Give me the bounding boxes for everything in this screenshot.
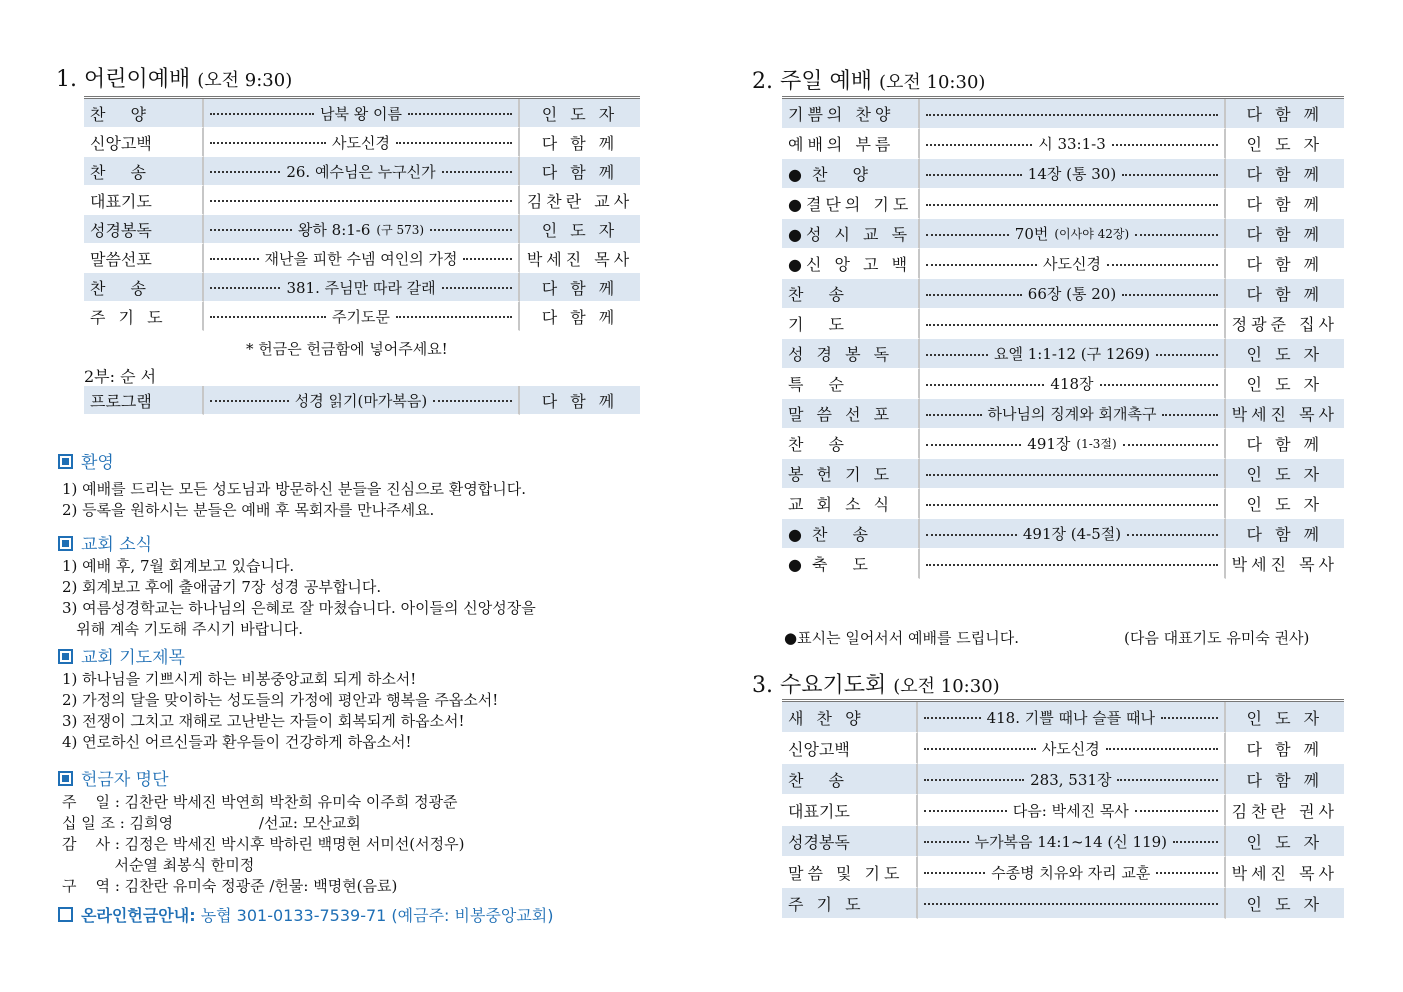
order-leader: 인 도 자 <box>1226 459 1344 489</box>
order-item: 말 씀 선 포 <box>782 399 920 429</box>
order-detail <box>918 888 1226 919</box>
text-line: 1) 예배를 드리는 모든 성도님과 방문하신 분들을 진심으로 환영합니다. <box>62 480 527 498</box>
order-leader: 인 도 자 <box>1226 339 1344 369</box>
order-leader: 다 함 께 <box>1226 219 1344 249</box>
order-row <box>84 99 640 128</box>
section-title-text: 3. 수요기도회 <box>752 673 887 698</box>
order-item: ●성 시 교 독 <box>782 219 920 249</box>
text-line: 서순열 최봉식 한미정 <box>62 856 255 874</box>
order-detail-text: 70번 <box>1014 225 1049 243</box>
order-item: 신앙고백 <box>782 733 918 764</box>
order-row <box>782 159 1344 189</box>
order-detail-text: 누가복음 14:1~14 (신 119) <box>974 832 1168 851</box>
section-time: (오전 10:30) <box>893 676 1000 697</box>
order-leader: 김찬란 권사 <box>1226 795 1344 826</box>
order-item: 교 회 소 식 <box>782 489 920 519</box>
order-detail-text: 418. 기쁠 때나 슬플 때나 <box>986 708 1155 727</box>
offering-note: * 헌금은 헌금함에 넣어주세요! <box>246 340 448 358</box>
order-detail <box>918 795 1226 826</box>
order-leader: 인 도 자 <box>1226 489 1344 519</box>
order-leader: 박세진 목사 <box>1226 399 1344 429</box>
order-row <box>782 399 1344 429</box>
square-bullet-icon <box>58 536 73 551</box>
order-row <box>782 99 1344 129</box>
order-detail <box>920 489 1225 519</box>
welcome-heading: 환영 <box>58 448 114 473</box>
order-item: ●찬 송 <box>782 519 920 549</box>
order-detail <box>918 857 1226 888</box>
order-leader: 다 함 께 <box>1226 249 1344 279</box>
order-row <box>782 459 1344 489</box>
order-row <box>84 302 640 331</box>
order-detail <box>920 99 1225 129</box>
order-leader: 인 도 자 <box>1226 129 1344 159</box>
order-leader: 다 함 께 <box>520 157 640 186</box>
order-leader: 인 도 자 <box>1226 702 1344 733</box>
order-row <box>782 857 1344 888</box>
sunday-worship-title <box>752 64 985 95</box>
order-item: 말씀 및 기도 <box>782 857 918 888</box>
order-row <box>782 369 1344 399</box>
order-detail <box>204 244 520 273</box>
order-item: 대표기도 <box>84 186 204 215</box>
order-detail-text: 26. 예수님은 누구신가 <box>286 162 436 181</box>
order-detail <box>920 369 1225 399</box>
order-detail: 성경 읽기(마가복음) <box>204 386 520 415</box>
order-item: 말씀선포 <box>84 244 204 273</box>
text-line: 2) 등록을 원하시는 분들은 예배 후 목회자를 만나주세요. <box>62 501 435 519</box>
order-item: 신앙고백 <box>84 128 204 157</box>
order-detail <box>920 339 1225 369</box>
order-row <box>782 702 1344 733</box>
order-detail <box>920 189 1225 219</box>
text-line: 십 일 조 : 김희영 /선교: 모산교회 <box>62 814 361 832</box>
section-time: (오전 9:30) <box>197 70 293 91</box>
order-detail <box>918 733 1226 764</box>
order-detail-text: 381. 주님만 따라 갈래 <box>286 278 436 297</box>
stand-note: ●표시는 일어서서 예배를 드립니다. <box>784 629 1020 647</box>
order-row <box>782 279 1344 309</box>
square-bullet-icon <box>58 771 73 786</box>
square-bullet-icon <box>58 907 73 922</box>
order-item: 특 순 <box>782 369 920 399</box>
order-leader: 인 도 자 <box>1226 888 1344 919</box>
welcome-text <box>62 479 526 521</box>
order-detail <box>918 702 1226 733</box>
order-item: 찬 송 <box>84 157 204 186</box>
order-detail <box>920 429 1225 459</box>
order-item: 새 찬 양 <box>782 702 918 733</box>
order-leader: 다 함 께 <box>1226 733 1344 764</box>
news-heading: 교회 소식 <box>58 530 152 555</box>
text-line: 1) 예배 후, 7월 회계보고 있습니다. <box>62 557 295 575</box>
order-item: 예배의 부름 <box>782 129 920 159</box>
part2-order-table <box>84 386 640 415</box>
prayer-heading: 교회 기도제목 <box>58 643 185 668</box>
order-leader: 다 함 께 <box>520 386 640 415</box>
order-detail <box>920 249 1225 279</box>
order-leader: 박세진 목사 <box>520 244 640 273</box>
order-row <box>84 273 640 302</box>
order-detail-subtext: (1-3절) <box>1076 437 1117 451</box>
order-detail-text: 66장 (통 20) <box>1027 285 1117 303</box>
order-detail <box>920 219 1225 249</box>
order-detail-text: 수종병 치유와 자리 교훈 <box>991 863 1151 882</box>
order-item: 봉 헌 기 도 <box>782 459 920 489</box>
order-leader: 다 함 께 <box>520 273 640 302</box>
order-detail-subtext: (구 573) <box>376 222 425 237</box>
order-row <box>84 244 640 273</box>
section-title-text: 1. 어린이예배 <box>56 67 191 92</box>
order-detail-text: 491장 <box>1027 435 1071 453</box>
sunday-worship-order-table <box>782 96 1344 579</box>
wednesday-prayer-order-table <box>782 699 1344 919</box>
order-leader: 다 함 께 <box>1226 764 1344 795</box>
order-row <box>84 186 640 215</box>
text-line: 2) 가정의 달을 맞이하는 성도들의 가정에 평안과 행복을 주옵소서! <box>62 691 499 709</box>
order-detail <box>204 99 520 128</box>
order-item: 찬 송 <box>84 273 204 302</box>
order-detail <box>918 764 1226 795</box>
text-line: 1) 하나님을 기쁘시게 하는 비봉중앙교회 되게 하소서! <box>62 670 417 688</box>
order-detail-text: 시 33:1-3 <box>1038 135 1106 153</box>
order-row <box>782 339 1344 369</box>
order-detail-text: 주기도문 <box>332 307 390 326</box>
part2-title: 2부: 순 서 <box>84 367 157 386</box>
order-detail-text: 14장 (통 30) <box>1027 165 1117 183</box>
order-detail <box>204 215 520 244</box>
order-row <box>782 519 1344 549</box>
order-row <box>782 733 1344 764</box>
order-row <box>782 826 1344 857</box>
order-detail-text: 사도신경 <box>1043 255 1101 273</box>
order-leader: 박세진 목사 <box>1226 857 1344 888</box>
order-detail-text: 283, 531장 <box>1030 770 1112 789</box>
donors-heading: 헌금자 명단 <box>58 765 169 790</box>
order-row <box>782 309 1344 339</box>
order-detail <box>920 459 1225 489</box>
order-item: 찬 양 <box>84 99 204 128</box>
order-item: ●찬 양 <box>782 159 920 189</box>
order-row <box>84 386 640 415</box>
order-leader: 박세진 목사 <box>1226 549 1344 579</box>
order-detail <box>920 549 1225 579</box>
order-row <box>782 129 1344 159</box>
online-offering <box>58 903 554 926</box>
children-worship-title <box>56 62 292 93</box>
next-prayer-note: (다음 대표기도 유미숙 권사) <box>1124 629 1310 647</box>
order-row <box>782 219 1344 249</box>
order-detail-text: 왕하 8:1-6 <box>297 220 371 239</box>
order-item: 성경봉독 <box>84 215 204 244</box>
order-leader: 다 함 께 <box>520 302 640 331</box>
order-item: ●축 도 <box>782 549 920 579</box>
order-detail <box>204 302 520 331</box>
order-detail <box>920 519 1225 549</box>
order-detail <box>204 128 520 157</box>
order-row <box>782 888 1344 919</box>
text-line: 4) 연로하신 어르신들과 환우들이 건강하게 하옵소서! <box>62 733 412 751</box>
order-leader: 다 함 께 <box>1226 279 1344 309</box>
order-leader: 다 함 께 <box>1226 99 1344 129</box>
section-time: (오전 10:30) <box>879 72 986 93</box>
order-leader: 인 도 자 <box>1226 369 1344 399</box>
section-title-text: 2. 주일 예배 <box>752 69 872 94</box>
order-row <box>782 549 1344 579</box>
order-detail-subtext: (이사야 42장) <box>1054 227 1130 241</box>
order-leader: 인 도 자 <box>1226 826 1344 857</box>
online-offering-label: 온라인헌금안내: <box>81 906 196 925</box>
order-row <box>84 157 640 186</box>
order-row <box>782 795 1344 826</box>
text-line: 2) 회계보고 후에 출애굽기 7장 성경 공부합니다. <box>62 578 382 596</box>
order-detail <box>204 186 520 215</box>
order-leader: 다 함 께 <box>1226 429 1344 459</box>
news-text <box>62 556 536 640</box>
text-line: 위해 계속 기도해 주시기 바랍니다. <box>62 620 304 638</box>
order-item: 찬 송 <box>782 279 920 309</box>
order-item: 찬 송 <box>782 429 920 459</box>
order-leader: 다 함 께 <box>520 128 640 157</box>
online-offering-account: 농협 301-0133-7539-71 (예금주: 비봉중앙교회) <box>200 906 554 925</box>
order-detail <box>918 826 1226 857</box>
order-item: 찬 송 <box>782 764 918 795</box>
order-detail <box>920 309 1225 339</box>
order-item: 기쁨의 찬양 <box>782 99 920 129</box>
order-row <box>84 128 640 157</box>
order-leader: 다 함 께 <box>1226 189 1344 219</box>
order-item: 주 기 도 <box>782 888 918 919</box>
wednesday-prayer-title <box>752 668 1000 699</box>
donors-text <box>62 792 464 897</box>
order-leader: 인 도 자 <box>520 215 640 244</box>
order-row <box>84 215 640 244</box>
text-line: 3) 여름성경학교는 하나님의 은혜로 잘 마쳤습니다. 아이들의 신앙성장을 <box>62 599 536 617</box>
order-leader: 인 도 자 <box>520 99 640 128</box>
order-row <box>782 489 1344 519</box>
order-leader: 김찬란 교사 <box>520 186 640 215</box>
order-detail <box>204 273 520 302</box>
order-detail-text: 사도신경 <box>332 133 390 152</box>
text-line: 3) 전쟁이 그치고 재해로 고난받는 자들이 회복되게 하옵소서! <box>62 712 465 730</box>
order-item: ●결단의 기도 <box>782 189 920 219</box>
order-item: 주 기 도 <box>84 302 204 331</box>
square-bullet-icon <box>58 454 73 469</box>
order-detail-text: 사도신경 <box>1041 739 1100 758</box>
order-detail-text: 491장 (4-5절) <box>1022 525 1122 543</box>
order-item: 프로그램 <box>84 386 204 415</box>
order-detail-text: 남북 왕 이름 <box>320 104 402 123</box>
prayer-text <box>62 669 498 753</box>
order-detail-text: 재난을 피한 수넴 여인의 가정 <box>264 249 458 268</box>
order-detail-text: 418장 <box>1050 375 1094 393</box>
order-leader: 다 함 께 <box>1226 159 1344 189</box>
order-detail-text: 하나님의 징계와 회개촉구 <box>987 405 1157 423</box>
order-row <box>782 764 1344 795</box>
order-item: 대표기도 <box>782 795 918 826</box>
order-row <box>782 249 1344 279</box>
order-row <box>782 189 1344 219</box>
order-detail-text: 요엘 1:1-12 (구 1269) <box>994 345 1150 363</box>
order-detail <box>920 129 1225 159</box>
order-row <box>782 429 1344 459</box>
order-item: 성경봉독 <box>782 826 918 857</box>
order-leader: 다 함 께 <box>1226 519 1344 549</box>
order-detail-text: 다음: 박세진 목사 <box>1012 801 1129 820</box>
order-detail <box>204 157 520 186</box>
order-item: ●신 앙 고 백 <box>782 249 920 279</box>
order-detail <box>920 279 1225 309</box>
order-item: 기 도 <box>782 309 920 339</box>
order-detail <box>920 159 1225 189</box>
order-item: 성 경 봉 독 <box>782 339 920 369</box>
order-detail <box>920 399 1225 429</box>
text-line: 구 역 : 김찬란 유미숙 정광준 /헌물: 백명현(음료) <box>62 877 398 895</box>
text-line: 주 일 : 김찬란 박세진 박연희 박찬희 유미숙 이주희 정광준 <box>62 793 458 811</box>
children-worship-order-table <box>84 96 640 331</box>
order-leader: 정광준 집사 <box>1226 309 1344 339</box>
text-line: 감 사 : 김정은 박세진 박시후 박하린 백명현 서미선(서정우) <box>62 835 465 853</box>
square-bullet-icon <box>58 649 73 664</box>
